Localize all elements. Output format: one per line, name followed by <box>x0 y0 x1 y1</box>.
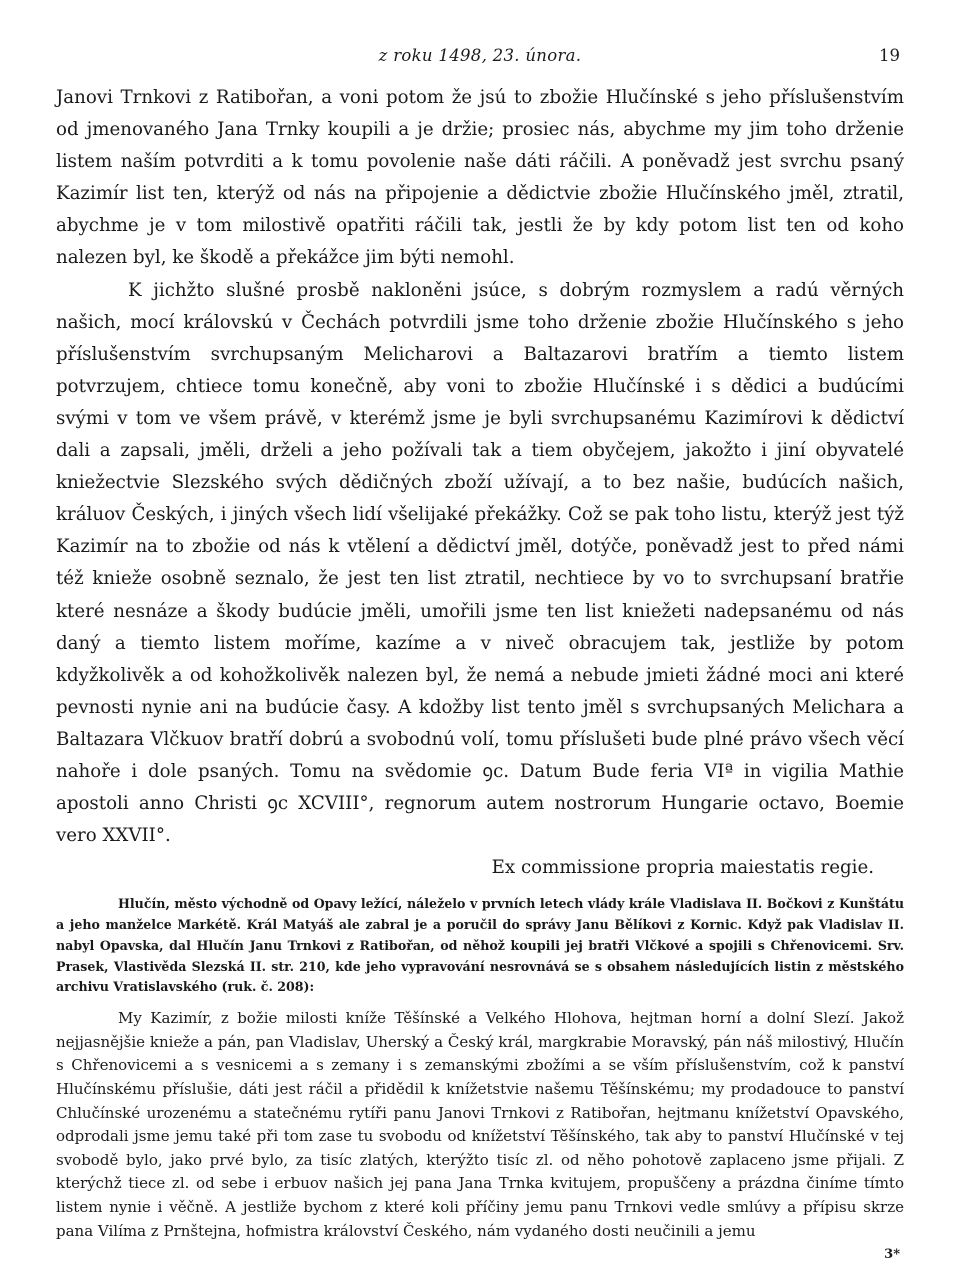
commission-formula: Ex commissione propria maiestatis regie. <box>491 857 874 879</box>
main-text <box>56 82 904 852</box>
running-title: z roku 1498, 23. února. <box>378 46 582 65</box>
page-number: 19 <box>879 46 900 65</box>
running-head <box>56 38 904 72</box>
quoted-charter: My Kazimír, z božie milosti kníže Těšínské a Velkého Hlohova, hejtman horní a dolní Slezí. Jakož nejjasnějšie knieže a pán, pan Vladislav, Uherský a Český král, margkrabie Moravský, pán náš milostivý, Hlučín s Chřenovicemi a s vesnicemi a s zemany i s zemanskými zbožími a se vším příslušenstvím, což k panství Hlučínskému příslušie, dáti jest ráčil a přidědil k knížetstvie našemu Těšínskému; my prodadouce to panství Chlučínské urozenému a statečnému rytíři panu Janovi Trnkovi z Ratibořan, hejtmanu knížetství Opavského, odprodali jsme jemu také při tom zase tu svobodu od knížetství Těšínského, tak aby to panství Hlučínské v tej svobodě bylo, jako prvé bylo, za tisíc zlatých, kterýžto tisíc zl. od něho pohotově zaplaceno jsme přijali. Z kterýchž tiece zl. od sebe i erbuov našich jej pana Jana Trnka kvitujem, propuščeny a prázdna činíme tímto listem nynie i věčně. A jestliže bychom z které koli příčiny jemu panu Trnkovi vedle smlúvy a přípisu skrze pana Vilíma z Prnštejna, hofmistra království Českého, nám vydaného dosti neučinili a jemu <box>56 1009 904 1240</box>
signature-mark: 3* <box>884 1247 900 1263</box>
page <box>56 38 904 1263</box>
editorial-note: Hlučín, město východně od Opavy ležící, náleželo v prvních letech vlády krále Vladislava II. Bočkovi z Kunštátu a jeho manželce Markétě. Král Matyáš ale zabral je a poručil do správy Janu Bělíkovi z Kornic. Když pak Vladislav II. nabyl Opavska, dal Hlučín Janu Trnkovi z Ratibořan, od něhož koupili jej bratři Vlčkové a spojili s Chřenovicemi. Srv. Prasek, Vlastivěda Slezská II. str. 210, kde jeho vypravování nesrovnává se s obsahem následujících listin z městského archivu Vratislavského (ruk. č. 208): <box>56 896 904 995</box>
paragraph-1: Janovi Trnkovi z Ratibořan, a voni potom že jsú to zbožie Hlučínské s jeho příslušenstvím od jmenovaného Jana Trnky koupili a je držie; prosiec nás, abychme my jim toho drženie listem naším potvrditi a k tomu povolenie naše dáti ráčili. A poněvadž jest svrchu psaný Kazimír list ten, kterýž od nás na připojenie a dědictvie zbožie Hlučínského jměl, ztratil, abychme je v tom milostivě opatřiti ráčili tak, jestli že by kdy potom list ten od koho nalezen byl, ke škodě a překážce jim býti nemohl. <box>56 87 904 269</box>
paragraph-2: K jichžto slušné prosbě nakloněni jsúce, s dobrým rozmyslem a radú věrných našich, mocí královskú v Čechách potvrdili jsme toho drženie zbožie Hlučínského s jeho příslušenstvím svrchupsaným Melicharovi a Baltazarovi bratřím a tiemto listem potvrzujem, chtiece tomu konečně, aby voni to zbožie Hlučínské i s dědici a budúcími svými v tom ve všem právě, v kterémž jsme je byli svrchupsanému Kazimírovi k dědictví dali a zapsali, jměli, drželi a jeho požívali tak a tiem obyčejem, jakožto i jiní obyvatelé kniežectvie Slezského svých dědičných zboží užívají, a to bez našie, budúcích našich, králuov Českých, i jiných všech lidí všelijaké překážky. Což se pak toho listu, kterýž jest týž Kazimír na to zbožie od nás k vtělení a dědictví jměl, dotýče, poněvadž jest to před námi též knieže osobně seznalo, že jest ten list ztratil, nechtiece by vo to svrchupsaní bratřie které nesnáze a škody budúcie jměli, umořili jsme ten list kniežeti nadepsanému od nás daný a tiemto listem moříme, kazíme a v niveč obracujem tak, jestliže by potom kdyžkolivěk a od kohožkolivěk nalezen byl, že nemá a nebude jmieti žádné moci ani které pevnosti nynie ani na budúcie časy. A kdožby list tento jměl s svrchupsaných Melichara a Baltazara Vlčkuov bratří dobrú a svobodnú volí, tomu příslušeti bude plné právo všech věcí nahoře i dole psaných. Tomu na svědomie ꝯc. Datum Bude feria VIª in vigilia Mathie apostoli anno Christi ꝯc XCVIII°, regnorum autem nostrorum Hungarie octavo, Boemie vero XXVII°. <box>56 279 904 847</box>
